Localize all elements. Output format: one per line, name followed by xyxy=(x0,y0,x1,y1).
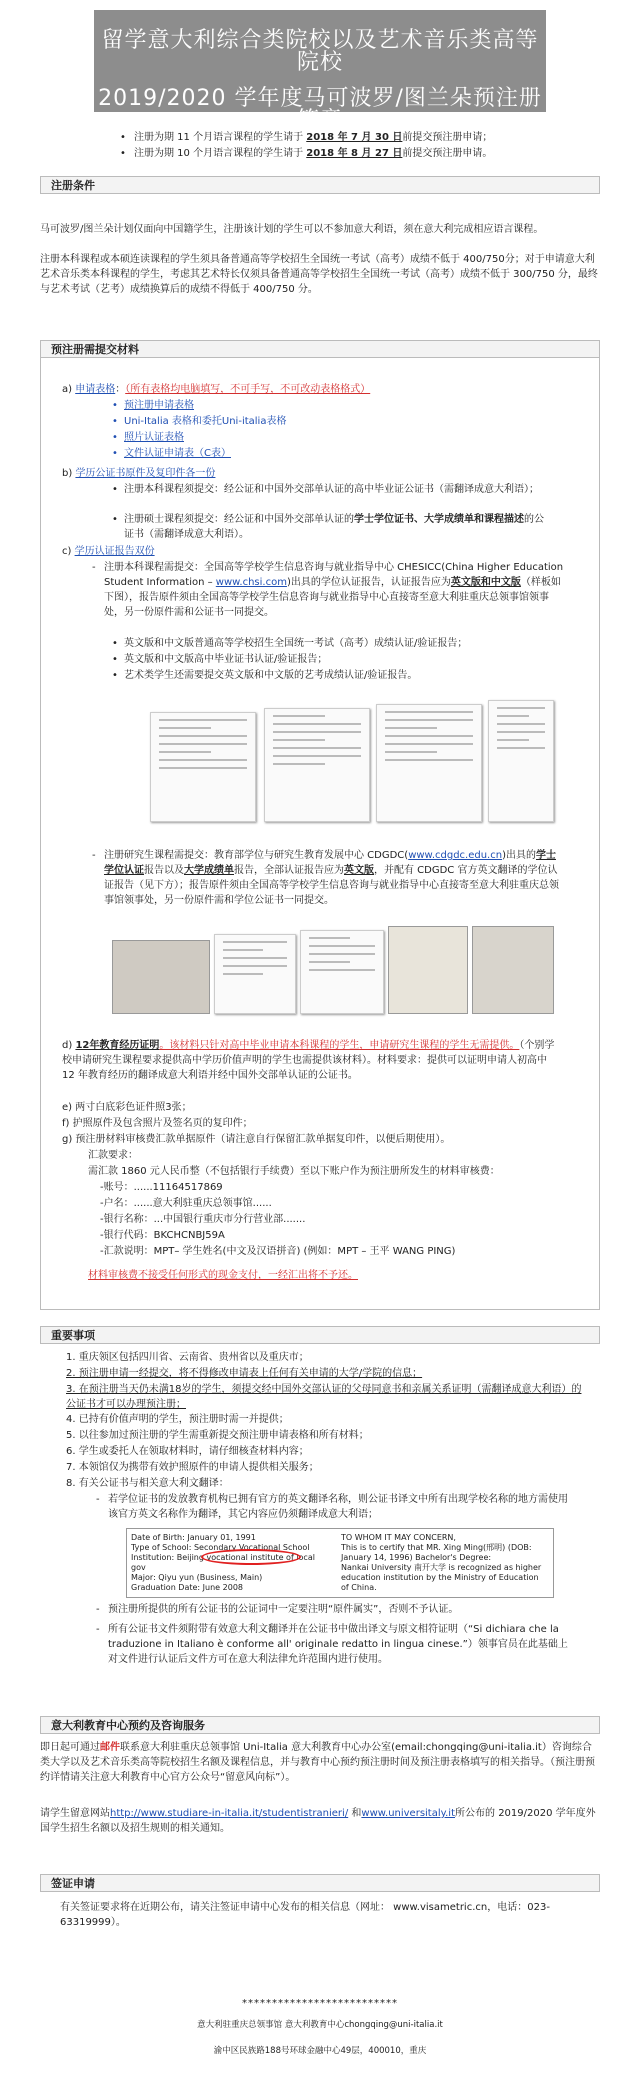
chsi-link[interactable]: www.chsi.com xyxy=(215,577,287,588)
bank-name: -银行名称：...中国银行重庆市分行营业部....... xyxy=(100,1214,306,1225)
title-line-1: 留学意大利综合类院校以及艺术音乐类高等院校 xyxy=(101,28,539,75)
cdgdc-link[interactable]: www.cdgdc.edu.cn xyxy=(408,850,503,861)
sample-report-image xyxy=(376,704,482,822)
sample-certificate-photo xyxy=(112,940,210,1014)
sample-report-image xyxy=(488,700,554,822)
sample-right-text xyxy=(341,1533,547,1593)
sample-certificate-photo xyxy=(472,926,554,1014)
forms-note: （所有表格均电脑填写，不可手写，不可改动表格格式） xyxy=(125,384,371,395)
sample-line: TO WHOM IT MAY CONCERN, xyxy=(341,1533,456,1542)
sample-line: Nankai University 南开大学 is recognized as higher education institution by the Ministry of Education of China. xyxy=(341,1563,542,1592)
important-item: 8. 有关公证书与相关意大利文翻译： xyxy=(66,1478,229,1489)
master-text: 注册硕士课程须提交：经公证和中国外交部单认证的 xyxy=(124,514,354,525)
bachelor-requirement: • 注册本科课程须提交：经公证和中国外交部单认证的高中毕业证公证书（需翻译成意大利语）； xyxy=(124,482,544,497)
deadline-item xyxy=(120,130,600,146)
text: 和 xyxy=(348,1808,362,1819)
diploma-title: 学历公证书原件及复印件各一份 xyxy=(75,468,216,479)
form-link-preregistration[interactable]: • 预注册申请表格 xyxy=(124,398,544,413)
text: 报告以及 xyxy=(144,865,184,876)
item-a xyxy=(62,382,370,397)
important-item: 4. 已持有价值声明的学生，预注册时需一并提供； xyxy=(66,1414,289,1425)
bold: 英文版 xyxy=(344,865,374,876)
sample-line: Graduation Date: June 2008 xyxy=(131,1583,243,1592)
education-proof-note: 。该材料只针对高中毕业申请本科课程的学生，申请研究生课程的学生无需提供。 xyxy=(159,1040,520,1051)
text: 所公布的 2019/2020 学年度外国学生招生名额以及招生规则的相关通知。 xyxy=(40,1808,596,1834)
deadline-item xyxy=(120,146,600,162)
important-item: 3. 在预注册当天仍未满18岁的学生，须提交经中国外交部认证的父母同意书和亲属关系证明（需翻译成意大利语）的公证书才可以办理预注册； xyxy=(66,1384,582,1410)
translation-note-1: - 若学位证书的发放教育机构已拥有官方的英文翻译名称，则公证书译文中所有出现学校名称的地方需使用该官方英文名称作为翻译，其它内容应仍须翻译成意大利语； xyxy=(108,1492,568,1522)
section-header-visa: 签证申请 xyxy=(40,1874,600,1892)
section-header-important: 重要事项 xyxy=(40,1326,600,1344)
sample-report-image xyxy=(150,712,256,822)
form-link-uni-italia[interactable]: • Uni-Italia 表格和委托Uni-italia表格 xyxy=(124,414,544,429)
sample-translation-image xyxy=(126,1528,554,1598)
sample-line: This is to certify that MR. Xing Ming(邢明) (DOB: January 14, 1996) Bachelor's Degree: xyxy=(341,1543,532,1562)
translation-note-3: - 所有公证书文件须附带有效意大利文翻译并在公证书中做出译文与原文相符证明（“Si dichiara che la traduzione in Italiano è conforme all' originale redatto in lingua cinese.”）领事官员在此基础上对文件进行认证后文件方可在意大利法律允许范围内进行使用。 xyxy=(108,1622,568,1667)
important-item: 6. 学生或委托人在领取材料时，请仔细核查材料内容； xyxy=(66,1446,309,1457)
important-item: 1. 重庆领区包括四川省、云南省、贵州省以及重庆市； xyxy=(66,1352,309,1363)
important-item: 7. 本领馆仅为携带有效护照原件的申请人提供相关服务； xyxy=(66,1462,319,1473)
footer-line-1: 意大利驻重庆总领事馆 意大利教育中心chongqing@uni-italia.it xyxy=(197,2020,443,2030)
account-number: -账号：......11164517869 xyxy=(100,1182,223,1193)
visa-paragraph: 有关签证要求将在近期公布，请关注签证申请中心发布的相关信息（网址： www.visametric.cn，电话：023-63319999）。 xyxy=(60,1902,550,1928)
text: ，并配有 CDGDC 官方英文翻译的学位认证报告（见下方）；报告原件须由全国高等学校学生信息咨询与就业指导中心直接寄至意大利驻重庆总领事馆领事处，另一份原件需和学位公证书一同提交。 xyxy=(104,865,559,906)
sample-line: Date of Birth: January 01, 1991 xyxy=(131,1533,256,1542)
swift-code: -银行代码：BKCHCNBJ59A xyxy=(100,1230,225,1241)
important-item: 2. 预注册申请一经提交，将不得修改申请表上任何有关申请的大学/学院的信息； xyxy=(66,1368,423,1379)
bold: 英文版和中文版 xyxy=(450,577,521,588)
section-header-materials: 预注册需提交材料 xyxy=(40,340,600,358)
sample-line: Major: Qiyu yun (Business, Main) xyxy=(131,1573,263,1582)
item-c xyxy=(62,544,155,559)
education-proof-title: 12年教育经历证明 xyxy=(75,1040,160,1051)
universitaly-link[interactable]: www.universitaly.it xyxy=(361,1808,456,1819)
colon: ： xyxy=(115,384,126,395)
cash-warning: 材料审核费不接受任何形式的现金支付，一经汇出将不予还。 xyxy=(88,1270,358,1281)
item-f: f) 护照原件及包含照片及签名页的复印件； xyxy=(62,1118,253,1129)
highschool-report: • 英文版和中文版高中毕业证书认证/验证报告； xyxy=(124,652,544,667)
cdgdc-note xyxy=(104,848,564,908)
item-label: d) xyxy=(62,1040,73,1051)
chesicc-note xyxy=(104,560,564,620)
deadline-text: 前提交预注册申请。 xyxy=(402,148,493,159)
translation-note-2: - 预注册所提供的所有公证书的公证词中一定要注明“原件属实”，否则不予认证。 xyxy=(108,1602,568,1617)
booking-paragraph-1 xyxy=(40,1740,600,1785)
conditions-paragraph-2: 注册本科课程或本硕连读课程的学生须具备普通高等学校招生全国统一考试（高考）成绩不低于 400/750分；对于申请意大利艺术音乐类本科课程的学生，考虑其艺术特长仅须具备普通高等学校招生全国统一考试（高考）成绩不低于 300/750 分，最终与艺术考试（艺考）成绩换算后的成绩不得低于 400/750 分。 xyxy=(40,254,598,295)
education-proof-text: （个别学校申请研究生课程要求提供高中学历价值声明的学生也需提供该材料）。材料要求：提供可以证明申请人初高中 12 年教育经历的翻译成意大利语并经中国外交部单认证的公证书。 xyxy=(62,1040,555,1081)
account-holder: -户名：......意大利驻重庆总领事馆...... xyxy=(100,1198,272,1209)
item-label: c) xyxy=(62,546,72,557)
text: （样板如下图），报告原件须由全国高等学校学生信息咨询与就业指导中心直接寄至意大利驻重庆总领事馆领事处，另一份原件需和公证书一同提交。 xyxy=(104,577,561,618)
report-title: 学历认证报告双份 xyxy=(74,546,155,557)
application-forms-title: 申请表格 xyxy=(75,384,116,395)
section-header-booking: 意大利教育中心预约及咨询服务 xyxy=(40,1716,600,1734)
master-requirement xyxy=(124,512,544,542)
bold: 大学成绩单 xyxy=(184,865,234,876)
sample-certificate-photo xyxy=(300,930,384,1014)
conditions-paragraph-1: 马可波罗/图兰朵计划仅面向中国籍学生，注册该计划的学生可以不参加意大利语，须在意大利完成相应语言课程。 xyxy=(40,224,544,235)
deadline-list xyxy=(120,130,600,162)
important-item: 5. 以往参加过预注册的学生需重新提交预注册申请表格和所有材料； xyxy=(66,1430,369,1441)
gaokao-report: • 英文版和中文版普通高等学校招生全国统一考试（高考）成绩认证/验证报告； xyxy=(124,636,544,651)
booking-paragraph-2 xyxy=(40,1806,600,1836)
bold: 学士学位认证 xyxy=(104,850,556,876)
sample-certificate-photo xyxy=(388,926,468,1014)
text: 联系意大利驻重庆总领事馆 Uni-Italia 意大利教育中心办公室(email:chongqing@uni-italia.it）咨询综合类大学以及艺术音乐类高等院校招生名额及课程信息，并与教育中心预约预注册时间及预注册表格填写的相关指导。（预注册预约详情请关注意大利教育中心官方公众号“留意风向标”）。 xyxy=(40,1742,595,1783)
title-line-2: 2019/2020 学年度马可波罗/图兰朵预注册简章 xyxy=(98,86,542,133)
deadline-text: 注册为期 10 个月语言课程的学生请于 xyxy=(134,148,307,159)
sample-certificate-photo xyxy=(214,934,296,1014)
deadline-date: 2018 年 8 月 27 日 xyxy=(306,148,403,159)
deadline-text: 前提交预注册申请； xyxy=(402,132,493,143)
footer-line-2: 渝中区民族路188号环球金融中心49层，400010，重庆 xyxy=(213,2046,427,2056)
deadline-date: 2018 年 7 月 30 日 xyxy=(306,132,403,143)
sample-line: Type of School: Secondary Vocational School xyxy=(131,1543,310,1552)
remittance-title: 汇款要求： xyxy=(88,1150,138,1161)
item-e: e) 两寸白底彩色证件照3张； xyxy=(62,1102,192,1113)
text: )出具的学位认证报告，认证报告应为 xyxy=(286,577,451,588)
item-label: b) xyxy=(62,468,73,479)
text: 注册研究生课程需提交：教育部学位与研究生教育发展中心 CDGDC( xyxy=(104,850,409,861)
sample-report-image xyxy=(264,708,370,822)
text: 注册本科课程需提交：全国高等学校学生信息咨询与就业指导中心 CHESICC(China Higher Education Student Information – xyxy=(104,562,564,588)
text: 报告，全部认证报告应为 xyxy=(234,865,344,876)
remittance-memo: -汇款说明：MPT– 学生姓名(中文及汉语拼音) (例如：MPT – 王平 WANG PING) xyxy=(100,1246,456,1257)
art-report: • 艺术类学生还需要提交英文版和中文版的艺考成绩认证/验证报告。 xyxy=(124,668,544,683)
master-bold: 学士学位证书、大学成绩单和课程描述 xyxy=(354,514,524,525)
form-link-photo[interactable]: • 照片认证表格 xyxy=(124,430,544,445)
remittance-desc: 需汇款 1860 元人民币整（不包括银行手续费）至以下账户作为预注册所发生的材料审核费： xyxy=(88,1166,500,1177)
studiare-link[interactable]: http://www.studiare-in-italia.it/studentistranieri/ xyxy=(110,1808,349,1819)
email-bold: 邮件 xyxy=(100,1742,120,1753)
text: 即日起可通过 xyxy=(40,1742,100,1753)
form-link-document-c[interactable]: • 文件认证申请表（C表） xyxy=(124,446,544,461)
text: 请学生留意网站 xyxy=(40,1808,110,1819)
deadline-text: 注册为期 11 个月语言课程的学生请于 xyxy=(134,132,307,143)
item-b xyxy=(62,466,215,481)
text: )出具的 xyxy=(502,850,536,861)
item-d xyxy=(62,1038,562,1083)
item-g: g) 预注册材料审核费汇款单据原件（请注意自行保留汇款单据复印件，以便后期使用）。 xyxy=(62,1134,451,1145)
footer-stars: ************************** xyxy=(242,1998,398,2009)
master-text: 的公证书（需翻译成意大利语）。 xyxy=(124,514,544,540)
item-label: a) xyxy=(62,384,73,395)
title-banner xyxy=(94,10,546,133)
sample-line: Institution: Beijing vocational institute of local gov xyxy=(131,1553,315,1572)
section-header-conditions: 注册条件 xyxy=(40,176,600,194)
highlight-ellipse xyxy=(201,1549,301,1565)
